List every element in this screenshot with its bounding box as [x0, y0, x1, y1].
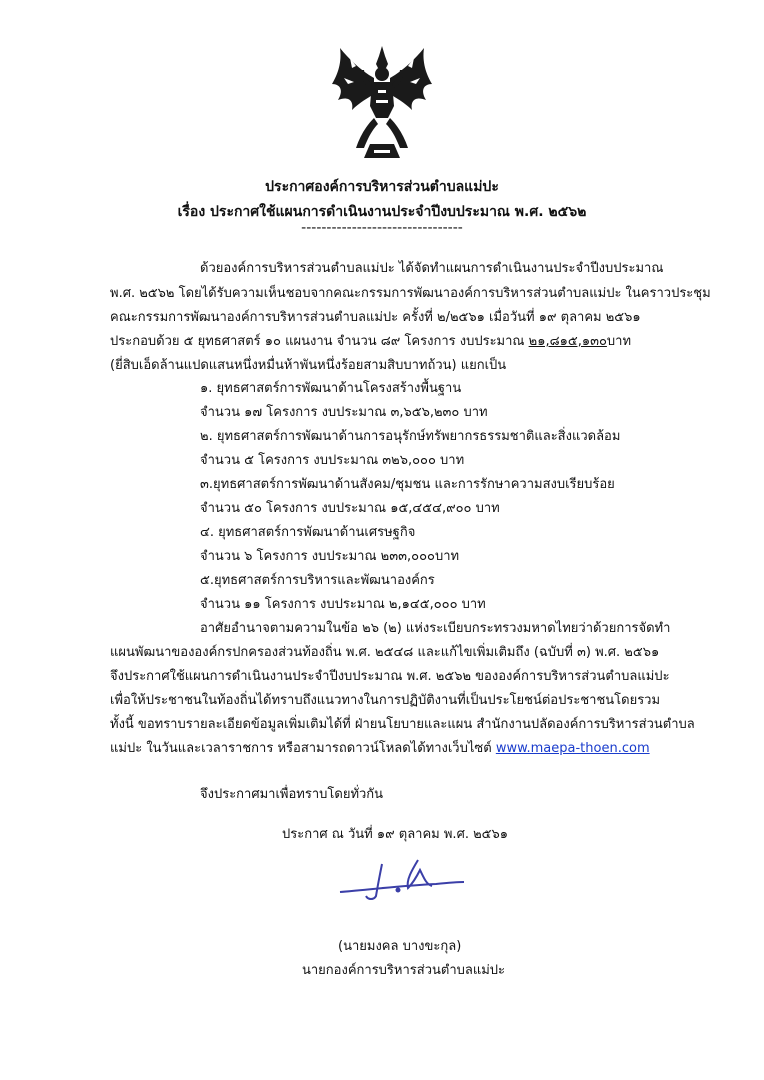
strategy-name: ๓.ยุทธศาสตร์การพัฒนาด้านสังคม/ชุมชน และการรักษาความสงบเรียบร้อย — [200, 477, 615, 492]
body-line: แผนพัฒนาขององค์กรปกครองส่วนท้องถิ่น พ.ศ. ๒๕๔๘ และแก้ไขเพิ่มเติมถึง (ฉบับที่ ๓) พ.ศ. ๒๕๖๑ — [110, 645, 660, 660]
announcement-date: ประกาศ ณ วันที่ ๑๙ ตุลาคม พ.ศ. ๒๕๖๑ — [282, 827, 508, 842]
body-line: เพื่อให้ประชาชนในท้องถิ่นได้ทราบถึงแนวทางในการปฏิบัติงานที่เป็นประโยชน์ต่อประชาชนโดยรวม — [110, 693, 661, 708]
intro-line: ด้วยองค์การบริหารส่วนตำบลแม่ปะ ได้จัดทำแผนการดำเนินงานประจำปีงบประมาณ — [200, 261, 664, 276]
strategy-name: ๕.ยุทธศาสตร์การบริหารและพัฒนาองค์กร — [200, 573, 435, 588]
intro-line: พ.ศ. ๒๕๖๒ โดยได้รับความเห็นชอบจากคณะกรรมการพัฒนาองค์การบริหารส่วนตำบลแม่ปะ ในคราวประชุม — [110, 286, 711, 301]
strategy-detail: จำนวน ๕๐ โครงการ งบประมาณ ๑๕,๔๕๔,๙๐๐ บาท — [200, 501, 500, 516]
signature — [336, 856, 466, 904]
signer-name: (นายมงคล บางขะกุล) — [338, 939, 462, 954]
strategy-detail: จำนวน ๑๑ โครงการ งบประมาณ ๒,๑๔๕,๐๐๐ บาท — [200, 597, 486, 612]
announcement-subject: เรื่อง ประกาศใช้แผนการดำเนินงานประจำปีงบประมาณ พ.ศ. ๒๕๖๒ — [177, 204, 587, 220]
currency-label: บาท — [606, 334, 632, 349]
strategy-detail: จำนวน ๖ โครงการ งบประมาณ ๒๓๓,๐๐๐บาท — [200, 549, 460, 564]
body-line: อาศัยอำนาจตามความในข้อ ๒๖ (๒) แห่งระเบียบกระทรวงมหาดไทยว่าด้วยการจัดทำ — [200, 621, 671, 636]
total-budget-amount: ๒๑,๘๑๕,๑๓๐ — [528, 334, 607, 349]
garuda-emblem — [330, 44, 434, 160]
strategy-name: ๒. ยุทธศาสตร์การพัฒนาด้านการอนุรักษ์ทรัพยากรธรรมชาติและสิ่งแวดล้อม — [200, 429, 621, 444]
title-divider: -------------------------------- — [301, 220, 463, 236]
signer-title: นายกองค์การบริหารส่วนตำบลแม่ปะ — [302, 963, 506, 978]
closing-notice: จึงประกาศมาเพื่อทราบโดยทั่วกัน — [200, 787, 384, 802]
intro-line: (ยี่สิบเอ็ดล้านแปดแสนหนึ่งหมื่นห้าพันหนึ่งร้อยสามสิบบาทถ้วน) แยกเป็น — [110, 358, 507, 373]
announcement-title: ประกาศองค์การบริหารส่วนตำบลแม่ปะ — [265, 179, 499, 195]
website-link[interactable]: www.maepa-thoen.com — [495, 741, 650, 756]
body-line: ทั้งนี้ ขอทราบรายละเอียดข้อมูลเพิ่มเติมได้ที่ ฝ่ายนโยบายและแผน สำนักงานปลัดองค์การบริหารส่วนตำบล — [110, 717, 695, 732]
strategy-name: ๑. ยุทธศาสตร์การพัฒนาด้านโครงสร้างพื้นฐาน — [200, 381, 462, 396]
strategy-detail: จำนวน ๕ โครงการ งบประมาณ ๓๒๖,๐๐๐ บาท — [200, 453, 465, 468]
body-website-line — [110, 740, 650, 758]
intro-budget-line — [110, 333, 631, 351]
body-line: จึงประกาศใช้แผนการดำเนินงานประจำปีงบประมาณ พ.ศ. ๒๕๖๒ ขององค์การบริหารส่วนตำบลแม่ปะ — [110, 669, 670, 684]
intro-line: คณะกรรมการพัฒนาองค์การบริหารส่วนตำบลแม่ปะ ครั้งที่ ๒/๒๕๖๑ เมื่อวันที่ ๑๙ ตุลาคม ๒๕๖๑ — [110, 310, 641, 325]
strategy-name: ๔. ยุทธศาสตร์การพัฒนาด้านเศรษฐกิจ — [200, 525, 416, 540]
body-line-text: แม่ปะ ในวันและเวลาราชการ หรือสามารถดาวน์โหลดได้ทางเว็บไซต์ — [110, 741, 496, 756]
intro-budget-text: ประกอบด้วย ๕ ยุทธศาสตร์ ๑๐ แผนงาน จำนวน ๘๙ โครงการ งบประมาณ — [110, 334, 529, 349]
strategy-detail: จำนวน ๑๗ โครงการ งบประมาณ ๓,๖๕๖,๒๓๐ บาท — [200, 405, 488, 420]
